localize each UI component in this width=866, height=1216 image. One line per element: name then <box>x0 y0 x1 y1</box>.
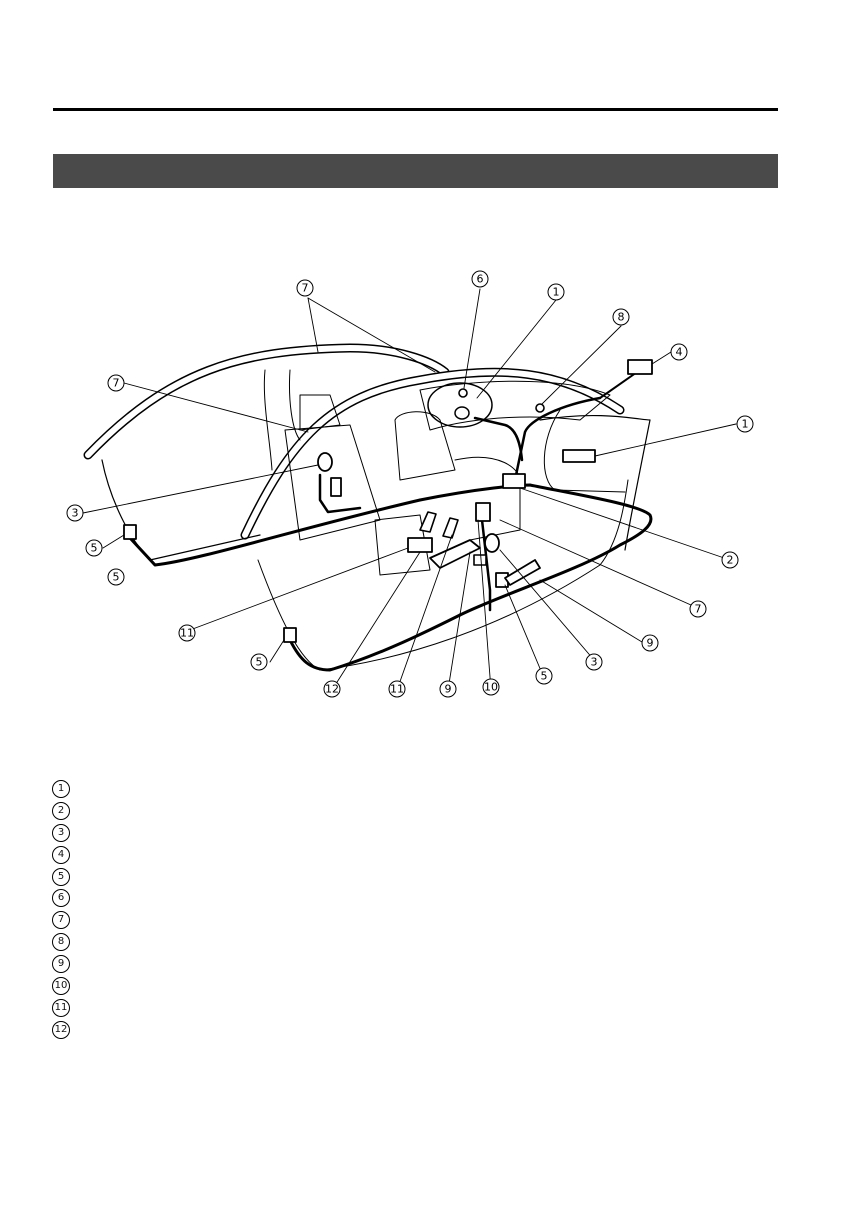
buckle-switch-rear <box>318 453 332 471</box>
legend-number: 4 <box>52 846 70 864</box>
seat-buckle-left <box>420 512 436 532</box>
svg-text:9: 9 <box>646 636 654 650</box>
callout-5-bottom-right <box>536 668 552 684</box>
wiring-to-steering <box>475 418 522 460</box>
svg-text:3: 3 <box>590 655 598 669</box>
callout-1-right <box>737 416 753 432</box>
center-connector <box>476 503 490 521</box>
floor-outline <box>255 480 628 670</box>
callout-5-lower-left <box>108 569 124 585</box>
svg-text:7: 7 <box>112 376 120 390</box>
left-roof-rail <box>88 348 445 455</box>
svg-text:7: 7 <box>301 281 309 295</box>
callout-6 <box>472 271 488 287</box>
legend-number: 12 <box>52 1021 70 1039</box>
seat-belt-pretensioner-left <box>408 538 432 552</box>
svg-text:5: 5 <box>255 655 263 669</box>
legend-item <box>52 909 452 931</box>
callout-8 <box>613 309 629 325</box>
callout-5-bottom <box>251 654 267 670</box>
driver-airbag-module <box>459 389 467 397</box>
legend-number: 11 <box>52 999 70 1017</box>
svg-text:11: 11 <box>390 682 404 696</box>
front-impact-sensor <box>628 360 652 374</box>
callout-1-top <box>548 284 564 300</box>
callout-3-left <box>67 505 83 521</box>
legend-number: 10 <box>52 977 70 995</box>
legend-item <box>52 887 452 909</box>
legend-item <box>52 997 452 1019</box>
seat-belt-rail-left <box>430 540 480 568</box>
svg-text:12: 12 <box>325 682 339 696</box>
callout-11-bottom <box>389 681 405 697</box>
legend-number: 2 <box>52 802 70 820</box>
svg-text:2: 2 <box>726 553 734 567</box>
callout-2 <box>722 552 738 568</box>
svg-text:6: 6 <box>476 272 484 286</box>
legend-number: 8 <box>52 933 70 951</box>
svg-text:4: 4 <box>675 345 683 359</box>
callout-11-left <box>179 625 195 641</box>
steering-wheel-hub <box>455 407 469 419</box>
callout-12 <box>324 681 340 697</box>
legend-item <box>52 1019 452 1041</box>
left-body-outline <box>102 460 260 560</box>
callout-9-bottom <box>440 681 456 697</box>
legend-number: 5 <box>52 868 70 886</box>
legend-item <box>52 866 452 888</box>
callout-9-right <box>642 635 658 651</box>
svg-text:5: 5 <box>112 570 120 584</box>
component-legend <box>52 778 452 1041</box>
legend-number: 3 <box>52 824 70 842</box>
legend-item <box>52 822 452 844</box>
seat-buckle-mid <box>443 518 458 538</box>
svg-text:10: 10 <box>484 680 498 694</box>
svg-text:1: 1 <box>552 285 560 299</box>
callout-3-right <box>586 654 602 670</box>
callout-7-right <box>690 601 706 617</box>
legend-number: 6 <box>52 889 70 907</box>
svg-text:8: 8 <box>617 310 625 324</box>
svg-text:11: 11 <box>180 626 194 640</box>
callout-5-left <box>86 540 102 556</box>
sdm-module <box>503 474 525 488</box>
svg-text:3: 3 <box>71 506 79 520</box>
legend-item <box>52 778 452 800</box>
callout-7-left <box>108 375 124 391</box>
front-seat-base <box>455 457 520 540</box>
passenger-airbag-indicator <box>536 404 544 412</box>
legend-number: 7 <box>52 911 70 929</box>
occupant-sensor <box>474 555 486 565</box>
svg-text:5: 5 <box>540 669 548 683</box>
passenger-airbag-module <box>563 450 595 462</box>
callout-4 <box>671 344 687 360</box>
legend-item <box>52 844 452 866</box>
legend-number: 9 <box>52 955 70 973</box>
legend-item <box>52 975 452 997</box>
svg-text:7: 7 <box>694 602 702 616</box>
side-sensor-left <box>124 525 136 539</box>
wiring-harness-front <box>515 398 600 480</box>
callout-7-top <box>297 280 313 296</box>
legend-item <box>52 800 452 822</box>
legend-number: 1 <box>52 780 70 798</box>
side-sensor-bottom <box>284 628 296 642</box>
callout-10 <box>483 679 499 695</box>
seat-belt-rail-right <box>505 560 540 585</box>
driver-seat-back <box>395 412 455 480</box>
right-door <box>540 416 650 550</box>
legend-item <box>52 931 452 953</box>
svg-text:5: 5 <box>90 541 98 555</box>
svg-text:1: 1 <box>741 417 749 431</box>
buckle-switch-front <box>485 534 499 552</box>
rear-door-frame <box>264 370 272 470</box>
left-roof-rail-inner <box>88 348 445 455</box>
legend-item <box>52 953 452 975</box>
svg-text:9: 9 <box>444 682 452 696</box>
rear-buckle <box>331 478 341 496</box>
